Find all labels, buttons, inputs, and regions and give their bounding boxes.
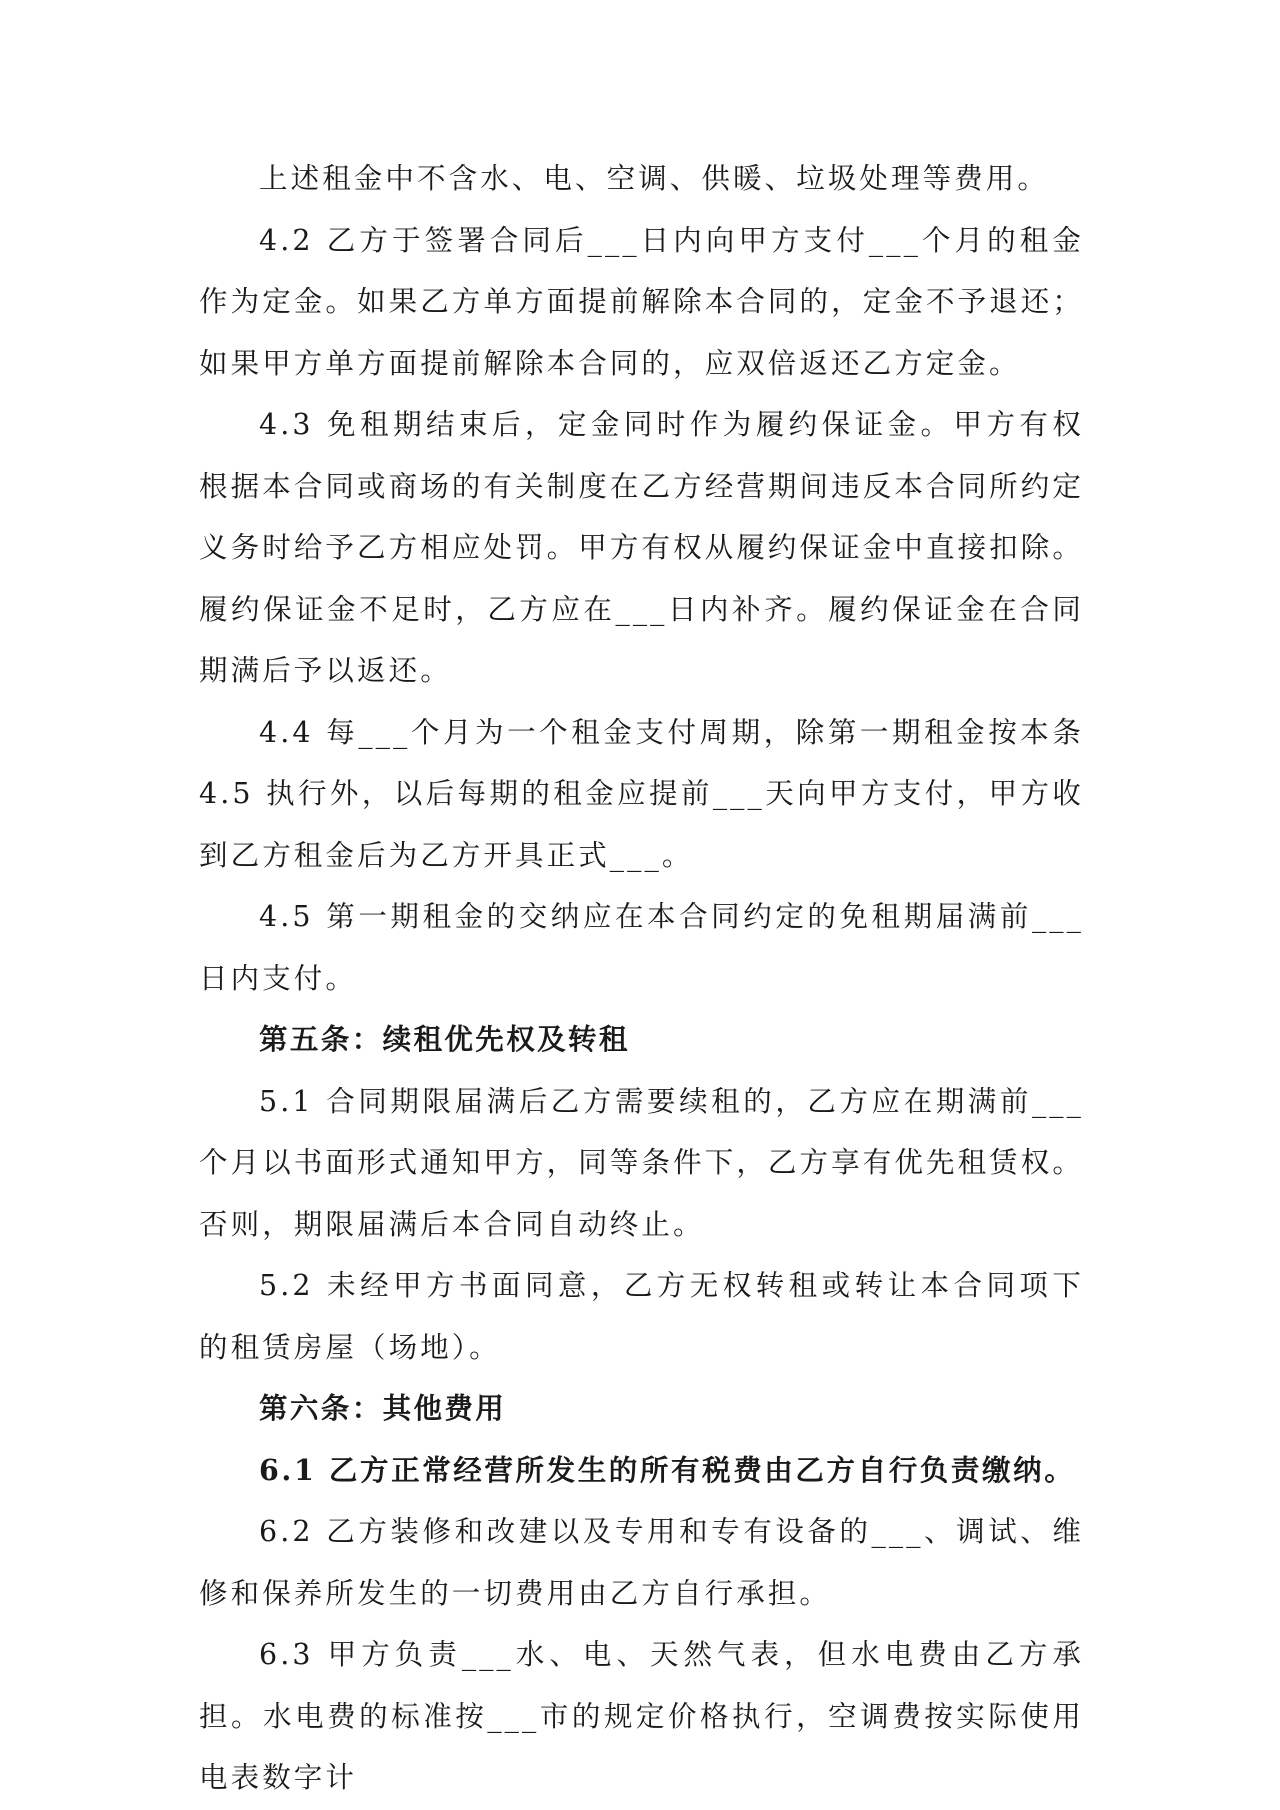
paragraph-4-5: 4.5 第一期租金的交纳应在本合同约定的免租期届满前___日内支付。: [199, 900, 1084, 995]
section-6-heading: 第六条：其他费用: [259, 1391, 507, 1425]
contract-body: [199, 148, 1084, 1809]
paragraph-6-1: 6.1 乙方正常经营所发生的所有税费由乙方自行负责缴纳。: [259, 1452, 1076, 1487]
paragraph-4-3: 4.3 免租期结束后，定金同时作为履约保证金。甲方有权根据本合同或商场的有关制度在乙方经营期间违反本合同所约定义务时给予乙方相应处罚。甲方有权从履约保证金中直接扣除。履约保证金不足时，乙方应在___日内补齐。履约保证金在合同期满后予以返还。: [199, 408, 1084, 687]
section-5-heading: 第五条：续租优先权及转租: [259, 1022, 630, 1056]
paragraph-5-1: 5.1 合同期限届满后乙方需要续租的，乙方应在期满前___个月以书面形式通知甲方，同等条件下，乙方享有优先租赁权。否则，期限届满后本合同自动终止。: [199, 1084, 1084, 1241]
paragraph-5-2: 5.2 未经甲方书面同意，乙方无权转租或转让本合同项下的租赁房屋（场地）。: [199, 1269, 1084, 1364]
paragraph-6-3: 6.3 甲方负责___水、电、天然气表，但水电费由乙方承担。水电费的标准按___市的规定价格执行，空调费按实际使用电表数字计: [199, 1638, 1084, 1794]
paragraph-4-2: 4.2 乙方于签署合同后___日内向甲方支付___个月的租金作为定金。如果乙方单方面提前解除本合同的，定金不予退还；如果甲方单方面提前解除本合同的，应双倍返还乙方定金。: [199, 223, 1084, 380]
paragraph-rent-exclusion: 上述租金中不含水、电、空调、供暖、垃圾处理等费用。: [259, 162, 1050, 195]
paragraph-4-4: 4.4 每___个月为一个租金支付周期，除第一期租金按本条 4.5 执行外，以后每期的租金应提前___天向甲方支付，甲方收到乙方租金后为乙方开具正式___。: [199, 715, 1084, 872]
paragraph-6-2: 6.2 乙方装修和改建以及专用和专有设备的___、调试、维修和保养所发生的一切费用由乙方自行承担。: [199, 1515, 1084, 1610]
